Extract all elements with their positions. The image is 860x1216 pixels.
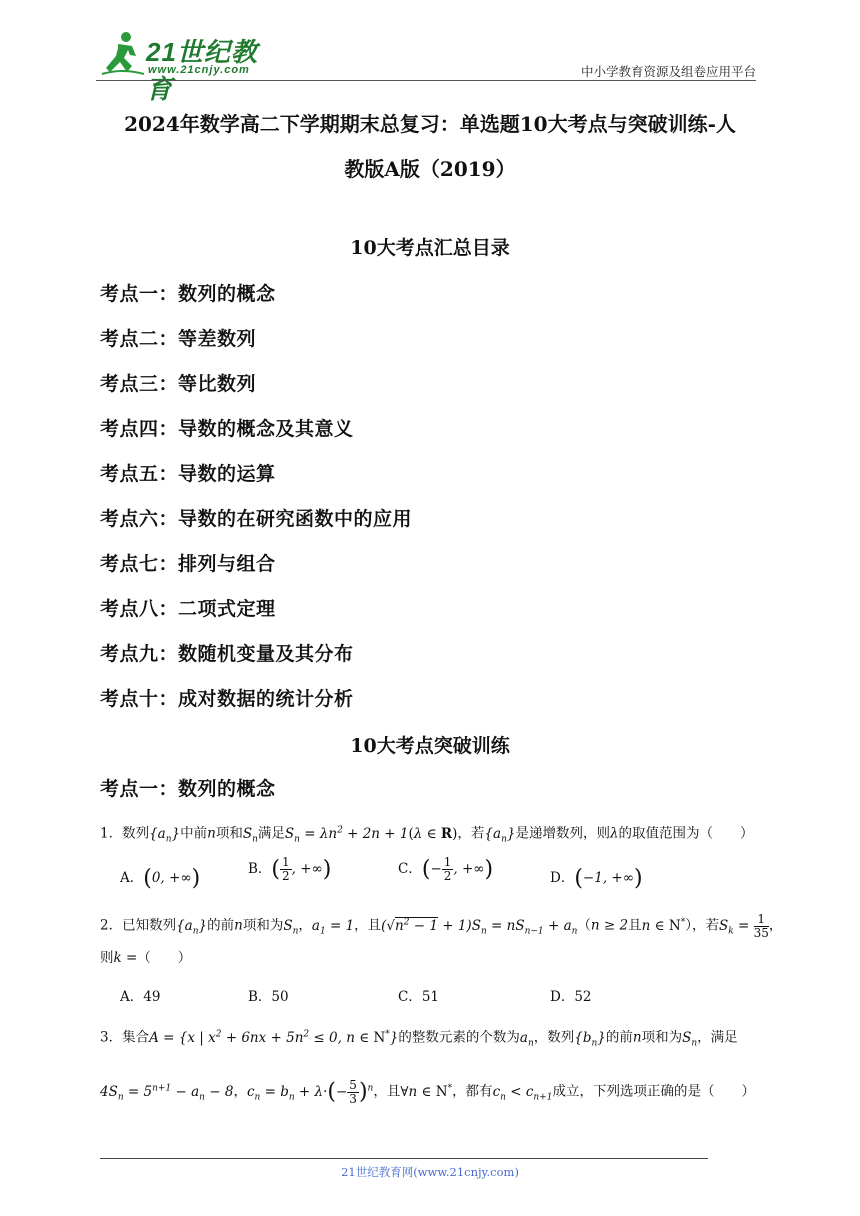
toc-heading: 10大考点汇总目录	[350, 237, 510, 259]
document-title-line2: 教版A版（2019）	[344, 157, 516, 181]
logo	[96, 28, 266, 104]
q1-option-c: C．(− $\frac{1}{2}$ , +∞)	[398, 855, 494, 883]
toc-item: 考点五：导数的运算	[100, 463, 276, 485]
question-2-cont: 则k =（ ）	[100, 950, 192, 966]
q1-option-d: D．(−1, +∞)	[550, 866, 643, 891]
q2-option-d: D．52	[550, 989, 592, 1005]
question-number: 2．	[100, 917, 123, 934]
toc-item: 考点二：等差数列	[100, 328, 257, 350]
question-3-cont: $4S_n = 5^{n+1} - a_n - 8$，$c_n = b_n + \lambda\cdot(-$ $\frac{5}{3}$ )$^n$，且∀n ∈ N*，都有$c_n < c_{n+1}$成立，下列选项正确的是（ ）	[100, 1077, 755, 1106]
footer-divider	[100, 1158, 708, 1159]
question-2: 2．已知数列$\{a_n\}$的前n项和为$S_n$，$a_1 = 1$，且$(√n^2 - 1 + 1)S_n = nS_{n-1} + a_n(n \ge 2$且n ∈ N*），若$S_k$ = $\frac{1}{35}$ ，	[100, 911, 783, 940]
header-divider	[96, 80, 756, 81]
q2-option-a: A．49	[120, 989, 161, 1005]
question-number: 1．	[100, 825, 123, 842]
toc-item: 考点三：等比数列	[100, 373, 257, 395]
toc-item: 考点六：导数的在研究函数中的应用	[100, 508, 413, 530]
runner-logo-icon	[96, 28, 148, 80]
question-1: 1．数列$\{a_n\}$中前n项和$S_n$满足$S_n = \lambda n^2 + 2n + 1(\lambda$ ∈ R)，若$\{a_n\}$是递增数列，则λ的取值范围为（ ）	[100, 825, 754, 845]
section-heading: 考点一：数列的概念	[100, 778, 276, 800]
page-header	[0, 0, 860, 104]
q1-option-b: B．( $\frac{1}{2}$ , +∞)	[248, 855, 332, 883]
toc-item: 考点十：成对数据的统计分析	[100, 688, 354, 710]
document-title-line1: 2024年数学高二下学期期末总复习：单选题10大考点与突破训练-人	[124, 112, 736, 136]
q1-option-a: A．(0, +∞)	[120, 866, 201, 891]
toc-item: 考点九：数随机变量及其分布	[100, 643, 354, 665]
q2-option-b: B．50	[248, 989, 289, 1005]
brand-site: www.21cnjy.com	[148, 64, 250, 76]
question-number: 3．	[100, 1029, 123, 1046]
toc-item: 考点八：二项式定理	[100, 598, 276, 620]
toc-item: 考点四：导数的概念及其意义	[100, 418, 354, 440]
q2-option-c: C．51	[398, 989, 440, 1005]
footer-link[interactable]: 21世纪教育网(www.21cnjy.com)	[341, 1165, 519, 1179]
brand-name: 21世纪教育	[146, 37, 258, 104]
question-3: 3．集合A = {x | $x^2 + 6nx + 5n^2 \le 0$, n ∈ N*}的整数元素的个数为$a_n$，数列$\{b_n\}$的前n项和为$S_n$，满足	[100, 1029, 738, 1049]
platform-label: 中小学教育资源及组卷应用平台	[580, 64, 756, 79]
toc-item: 考点七：排列与组合	[100, 553, 276, 575]
toc-item: 考点一：数列的概念	[100, 283, 276, 305]
practice-heading: 10大考点突破训练	[350, 735, 510, 757]
